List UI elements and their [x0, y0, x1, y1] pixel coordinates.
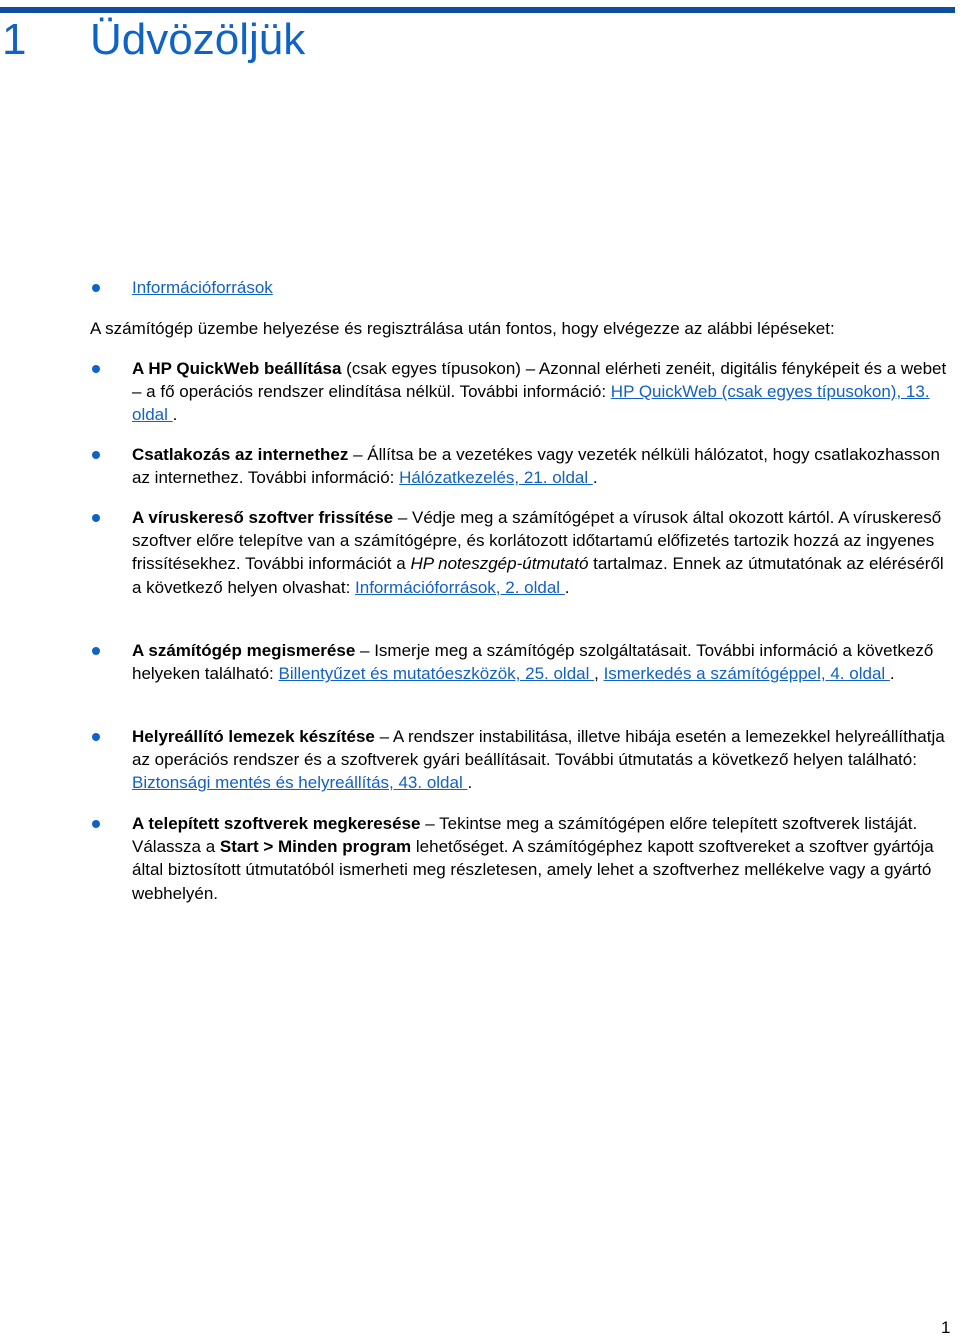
- item-text: lehetőséget. A számítógéphez kapott szoftvereket a szoftver gyártója által biztosított útmutatóból ismerheti meg részletesen, amely lehet a szoftverhez mellékelve vagy a gyártó webhelyén.: [132, 837, 934, 903]
- item-text: – Tekintse meg a számítógépen előre telepített szoftverek listáját. Válassza a: [132, 814, 918, 857]
- item-heading: A víruskereső szoftver frissítése: [132, 508, 394, 527]
- item-italic: HP noteszgép-útmutató: [410, 554, 589, 574]
- bullet-icon: [92, 451, 100, 459]
- item-text: – Állítsa be a vezetékes vagy vezeték nélküli hálózatot, hogy csatlakozhasson az internethez. További információ:: [132, 445, 940, 488]
- toc-link-information-sources[interactable]: Információforrások: [132, 278, 273, 297]
- list-item-internet: [132, 443, 957, 489]
- item-heading: A HP QuickWeb beállítása: [132, 359, 342, 378]
- item-text: .: [467, 773, 473, 793]
- list-item-get-to-know: [132, 639, 957, 685]
- list-item-recovery-discs: [132, 725, 957, 795]
- item-text: .: [564, 577, 570, 597]
- item-text: tartalmaz. Ennek az útmutatónak az eléréséről a következő helyen olvashat:: [132, 554, 944, 597]
- bullet-icon: [92, 733, 100, 741]
- bullet-icon: [92, 365, 100, 373]
- item-text: .: [592, 468, 598, 488]
- menu-path: Start > Minden program: [219, 837, 412, 857]
- item-text: .: [172, 405, 178, 425]
- intro-paragraph: A számítógép üzembe helyezése és regisztrálása után fontos, hogy elvégezze az alábbi lépéseket:: [90, 319, 835, 338]
- chapter-title: [2, 14, 305, 66]
- bullet-icon: [92, 284, 100, 292]
- link-getting-to-know[interactable]: Ismerkedés a számítógéppel, 4. oldal: [603, 664, 890, 684]
- list-item-antivirus: [132, 506, 957, 599]
- item-text: – Védje meg a számítógépet a vírusok által okozott kártól. A víruskereső szoftver előre telepítve van a számítógépre, és korlátozott időtartamú előfizetés tartozik hozzá az ingyenes frissítésekhez. További információt a: [132, 508, 942, 574]
- link-backup-recovery[interactable]: Biztonsági mentés és helyreállítás, 43. oldal: [132, 773, 468, 793]
- chapter-title-text: Üdvözöljük: [90, 15, 306, 64]
- link-keyboard-pointing[interactable]: Billentyűzet és mutatóeszközök, 25. oldal: [278, 664, 595, 684]
- item-text: (csak egyes típusokon) – Azonnal elérheti zenéit, digitális fényképeit és a webet – a fő operációs rendszer elindítása nélkül. További információ:: [132, 359, 947, 402]
- list-item-installed-software: [132, 812, 957, 905]
- bullet-icon: [92, 647, 100, 655]
- link-networking[interactable]: Hálózatkezelés, 21. oldal: [399, 468, 593, 488]
- item-heading: A telepített szoftverek megkeresése: [132, 814, 421, 833]
- item-text: – Ismerje meg a számítógép szolgáltatásait. További információ a következő helyeken található:: [132, 641, 934, 684]
- link-quickweb[interactable]: HP QuickWeb (csak egyes típusokon), 13. oldal: [132, 382, 930, 425]
- toc-list-item: [132, 276, 957, 299]
- list-item-quickweb: [132, 357, 957, 427]
- item-text: – A rendszer instabilitása, illetve hibája esetén a lemezekkel helyreállíthatja az operációs rendszer és a szoftverek gyári beállításait. További útmutatás a következő helyen található:: [132, 727, 945, 770]
- header-rule: [0, 7, 955, 13]
- link-information-sources[interactable]: Információforrások, 2. oldal: [355, 577, 565, 597]
- item-text: .: [889, 664, 895, 684]
- bullet-icon: [92, 820, 100, 828]
- chapter-number: 1: [2, 15, 27, 64]
- item-heading: Helyreállító lemezek készítése: [132, 727, 375, 746]
- page-number: 1: [941, 1318, 951, 1337]
- item-text: ,: [594, 664, 604, 684]
- bullet-icon: [92, 514, 100, 522]
- item-heading: Csatlakozás az internethez: [132, 445, 349, 464]
- item-heading: A számítógép megismerése: [132, 641, 356, 660]
